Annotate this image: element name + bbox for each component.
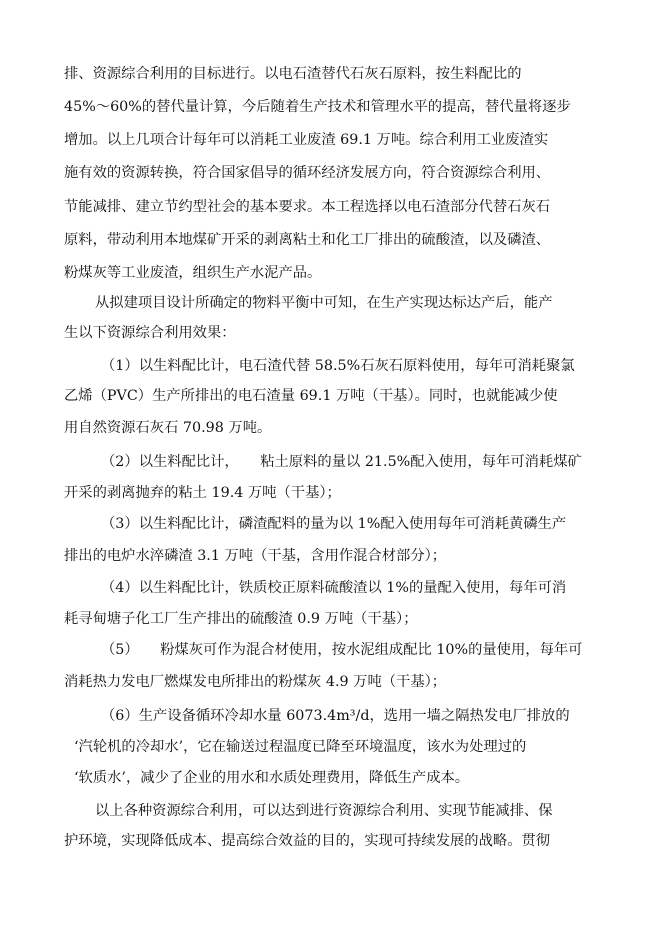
text-line-19: （5） 粉煤灰可作为混合材使用，按水泥组成配比 10%的量使用，每年可 (101, 642, 583, 658)
text-line-18: 耗寻甸塘子化工厂生产排出的硫酸渣 0.9 万吨（干基）； (64, 611, 418, 627)
text-line-3: 增加。以上几项合计每年可以消耗工业废渣 69.1 万吨。综合利用工业废渣实 (64, 132, 549, 148)
text-line-4: 施有效的资源转换，符合国家倡导的循环经济发展方向，符合资源综合利用、 (64, 165, 551, 181)
text-line-8: 从拟建项目设计所确定的物料平衡中可知，在生产实现达标达产后，能产 (95, 295, 553, 311)
text-line-20: 消耗热力发电厂燃煤发电所排出的粉煤灰 4.9 万吨（干基）； (64, 674, 447, 690)
text-line-25: 护环境，实现降低成本、提高综合效益的目的，实现可持续发展的战略。贯彻 (64, 833, 551, 849)
text-line-17: （4）以生料配比计，铁质校正原料硫酸渣以 1%的量配入使用，每年可消 (101, 580, 567, 596)
text-line-1: 排、资源综合利用的目标进行。以电石渣替代石灰石原料，按生料配比的 (64, 66, 522, 82)
text-line-7: 粉煤灰等工业废渣，组织生产水泥产品。 (64, 265, 322, 281)
text-line-9: 生以下资源综合利用效果： (64, 325, 236, 341)
text-line-12: 用自然资源石灰石 70.98 万吨。 (64, 420, 272, 436)
text-line-13: （2）以生料配比计， 粘土原料的量以 21.5%配入使用，每年可消耗煤矿 (101, 454, 582, 470)
text-line-10: （1）以生料配比计，电石渣代替 58.5%石灰石原料使用，每年可消耗聚氯 (101, 358, 575, 374)
text-line-22: ‘汽轮机的冷却水’，它在输送过程温度已降至环境温度，该水为处理过的 (74, 739, 527, 755)
text-line-6: 原料，带动利用本地煤矿开采的剥离粘土和化工厂排出的硫酸渣，以及磷渣、 (64, 232, 551, 248)
text-line-2: 45%～60%的替代量计算，今后随着生产技术和管理水平的提高，替代量将逐步 (64, 99, 571, 115)
text-line-23: ‘软质水’，减少了企业的用水和水质处理费用，降低生产成本。 (74, 770, 470, 786)
text-line-24: 以上各种资源综合利用，可以达到进行资源综合利用、实现节能减排、保 (95, 803, 553, 819)
text-line-5: 节能减排、建立节约型社会的基本要求。本工程选择以电石渣部分代替石灰石 (64, 199, 551, 215)
text-line-14: 开采的剥离抛弃的粘土 19.4 万吨（干基）； (64, 485, 341, 501)
text-line-15: （3）以生料配比计，磷渣配料的量为以 1%配入使用每年可消耗黄磷生产 (101, 516, 567, 532)
text-line-21: （6）生产设备循环冷却水量 6073.4m³/d，选用一墙之隔热发电厂排放的 (101, 708, 570, 724)
text-line-16: 排出的电炉水淬磷渣 3.1 万吨（干基，含用作混合材部分）； (64, 548, 447, 564)
text-line-11: 乙烯（PVC）生产所排出的电石渣量 69.1 万吨（干基）。同时，也就能减少使 (64, 388, 558, 404)
